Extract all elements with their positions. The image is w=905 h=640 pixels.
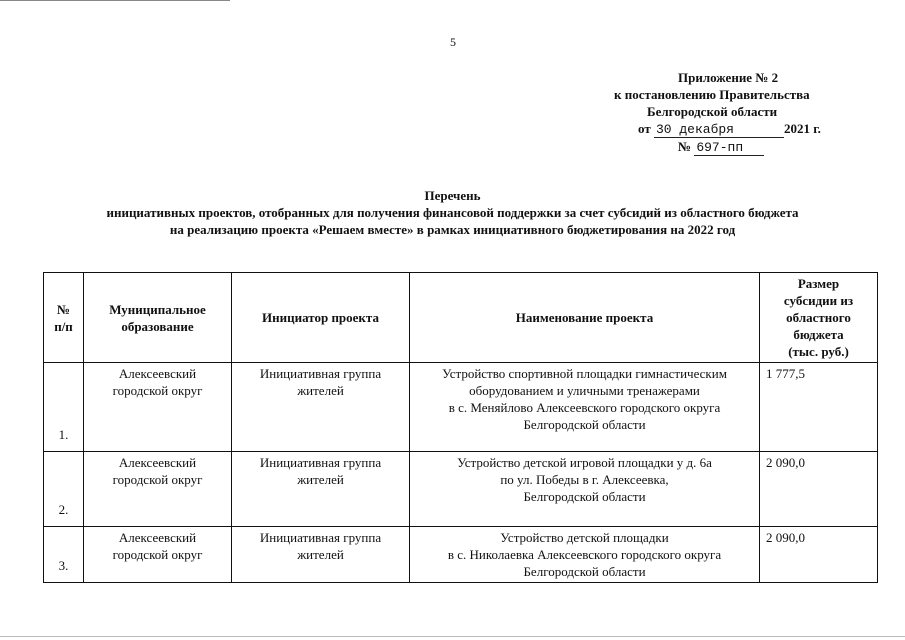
- table-row: [44, 527, 878, 583]
- appendix-resolution: к постановлению Правительства: [614, 87, 810, 102]
- table-row: [44, 363, 878, 452]
- row-initiator: Инициативная группа жителей: [232, 452, 410, 527]
- title-heading: Перечень: [424, 188, 481, 203]
- header-municipality: Муниципальное образование: [84, 273, 232, 363]
- table-header-row: [44, 273, 878, 363]
- table-row: [44, 452, 878, 527]
- row-municipality: Алексеевский городской округ: [84, 452, 232, 527]
- row-initiator: Инициативная группа жителей: [232, 363, 410, 452]
- document-title: [0, 187, 905, 238]
- appendix-block: [600, 69, 900, 156]
- date-prefix: от: [638, 121, 651, 136]
- row-num: 3.: [44, 527, 84, 583]
- row-num: 1.: [44, 363, 84, 452]
- header-subsidy: Размер субсидии из областного бюджета (тыс. руб.): [760, 273, 878, 363]
- appendix-region: Белгородской области: [647, 104, 778, 119]
- appendix-number: [600, 138, 900, 156]
- bottom-scan-edge: [0, 636, 905, 637]
- row-municipality: Алексеевский городской округ: [84, 527, 232, 583]
- number-prefix: №: [678, 139, 692, 154]
- title-line-2: инициативных проектов, отобранных для получения финансовой поддержки за счет субсидий из областного бюджета: [106, 205, 799, 220]
- row-project: Устройство детской площадки в с. Николаевка Алексеевского городского округа Белгородской области: [410, 527, 760, 583]
- row-num: 2.: [44, 452, 84, 527]
- appendix-date: [600, 120, 900, 138]
- row-amount: 2 090,0: [760, 527, 878, 583]
- row-municipality: Алексеевский городской округ: [84, 363, 232, 452]
- projects-table: [43, 272, 878, 583]
- page-number: 5: [450, 35, 456, 49]
- header-num: № п/п: [44, 273, 84, 363]
- row-amount: 2 090,0: [760, 452, 878, 527]
- date-suffix: 2021 г.: [783, 121, 821, 136]
- title-line-3: на реализацию проекта «Решаем вместе» в рамках инициативного бюджетирования на 2022 год: [169, 222, 736, 237]
- row-project: Устройство детской игровой площадки у д. 6а по ул. Победы в г. Алексеевка, Белгородской области: [410, 452, 760, 527]
- appendix-title: Приложение № 2: [678, 70, 779, 85]
- row-project: Устройство спортивной площадки гимнастическим оборудованием и уличными тренажерами в с. Меняйлово Алексеевского городского округа Белгородской области: [410, 363, 760, 452]
- top-scan-edge: [0, 0, 230, 1]
- number-handwritten: 697-пп: [694, 141, 764, 156]
- header-project: Наименование проекта: [410, 273, 760, 363]
- row-initiator: Инициативная группа жителей: [232, 527, 410, 583]
- row-amount: 1 777,5: [760, 363, 878, 452]
- date-handwritten: 30 декабря: [654, 123, 784, 138]
- header-initiator: Инициатор проекта: [232, 273, 410, 363]
